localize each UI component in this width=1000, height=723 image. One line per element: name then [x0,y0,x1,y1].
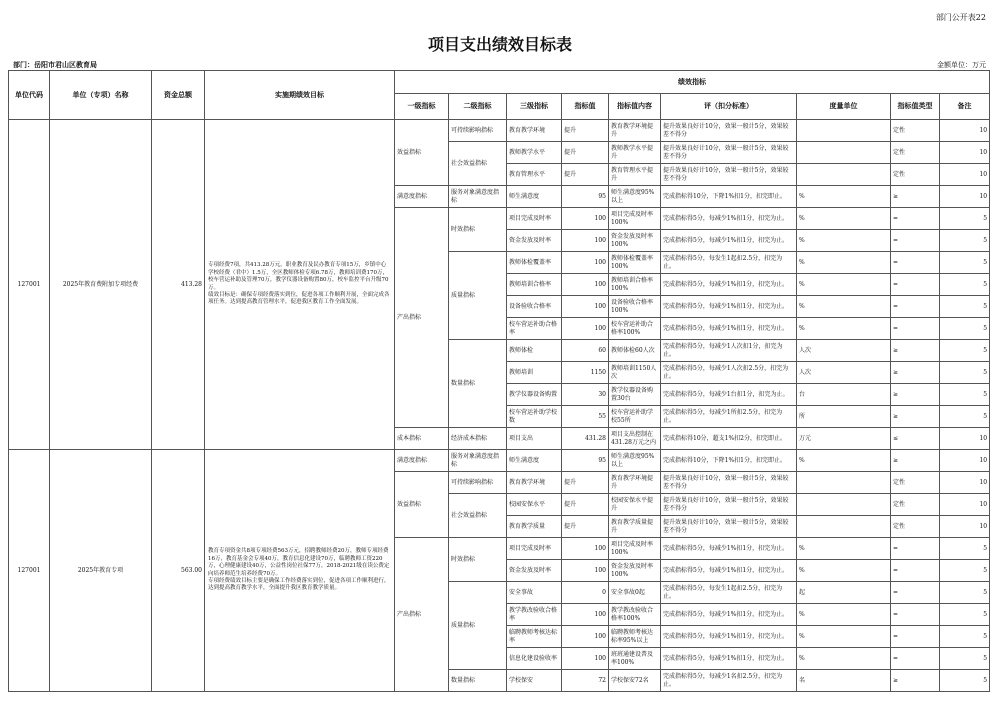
level2-indicator-cell: 社会效益指标 [449,494,507,538]
level3-indicator-cell: 设备验收合格率 [507,296,562,318]
value-type-cell: = [891,296,940,318]
measure-unit-cell: % [797,318,891,340]
indicator-content-cell: 教师教学水平提升 [609,142,661,164]
indicator-content-cell: 资金发放及时率100% [609,560,661,582]
scoring-criteria-cell: 完成指标得5分，每减少1%扣1分，扣完为止。 [661,208,797,230]
scoring-criteria-cell: 提升效果良好计10分，效果一般计5分，效果较差不得分 [661,120,797,142]
measure-unit-cell: % [797,274,891,296]
indicator-value-cell: 0 [562,582,609,604]
value-type-cell: 定性 [891,142,940,164]
scoring-criteria-cell: 完成指标得5分，每减少1%扣1分，扣完为止。 [661,626,797,648]
col-header-l1: 一级指标 [395,94,449,120]
value-type-cell: = [891,538,940,560]
value-type-cell: = [891,604,940,626]
note-cell: 10 [940,120,990,142]
level3-indicator-cell: 教师体检覆盖率 [507,252,562,274]
level3-indicator-cell: 师生满意度 [507,186,562,208]
level2-indicator-cell: 时效指标 [449,208,507,252]
value-type-cell: ≥ [891,384,940,406]
note-cell: 5 [940,604,990,626]
value-type-cell: 定性 [891,516,940,538]
measure-unit-cell: % [797,296,891,318]
level3-indicator-cell: 临聘教师考核达标率 [507,626,562,648]
indicator-content-cell: 临聘教师考核达标率95%以上 [609,626,661,648]
level2-indicator-cell: 经济成本指标 [449,428,507,450]
level3-indicator-cell: 教育教学质量 [507,516,562,538]
col-header-code: 单位代码 [9,71,50,120]
measure-unit-cell [797,164,891,186]
indicator-value-cell: 提升 [562,120,609,142]
measure-unit-cell: % [797,186,891,208]
note-cell: 5 [940,274,990,296]
measure-unit-cell [797,120,891,142]
level1-indicator-cell: 成本指标 [395,428,449,450]
col-header-content: 指标值内容 [609,94,661,120]
scoring-criteria-cell: 完成指标得5分，每减少1%扣1分，扣完为止。 [661,318,797,340]
level3-indicator-cell: 学校保安 [507,670,562,692]
level3-indicator-cell: 校园安保水平 [507,494,562,516]
note-cell: 10 [940,516,990,538]
col-header-val: 指标值 [562,94,609,120]
page-corner-label: 部门公开表22 [935,13,986,22]
goal-cell [205,120,395,450]
col-header-indicators: 绩效指标 [395,71,990,94]
indicator-content-cell: 项目完成及时率100% [609,208,661,230]
scoring-criteria-cell: 完成指标得5分，每减少1%扣1分，扣完为止。 [661,538,797,560]
note-cell: 5 [940,560,990,582]
scoring-criteria-cell: 完成指标得5分，每减少1名扣2.5分，扣完为止。 [661,670,797,692]
note-cell: 5 [940,362,990,384]
scoring-criteria-cell: 完成指标得10分，超支1%扣2分，扣完即止。 [661,428,797,450]
measure-unit-cell: 人次 [797,362,891,384]
level3-indicator-cell: 资金发放及时率 [507,230,562,252]
indicator-value-cell: 提升 [562,164,609,186]
table-row [9,450,990,472]
measure-unit-cell [797,472,891,494]
indicator-content-cell: 教育教学环境提升 [609,120,661,142]
value-type-cell: ≥ [891,450,940,472]
indicator-value-cell: 100 [562,626,609,648]
value-type-cell: = [891,208,940,230]
indicator-value-cell: 30 [562,384,609,406]
col-header-name: 单位（专项）名称 [50,71,152,120]
level1-indicator-cell: 效益指标 [395,472,449,538]
indicator-value-cell: 100 [562,604,609,626]
value-type-cell: ≥ [891,340,940,362]
scoring-criteria-cell: 完成指标得5分，每发生1起扣2.5分，扣完为止。 [661,252,797,274]
measure-unit-cell: % [797,604,891,626]
value-type-cell: = [891,648,940,670]
measure-unit-cell: % [797,252,891,274]
indicator-value-cell: 60 [562,340,609,362]
value-type-cell: = [891,626,940,648]
note-cell: 5 [940,230,990,252]
level3-indicator-cell: 校车营运补助合格率 [507,318,562,340]
scoring-criteria-cell: 完成指标得5分，每减少1%扣1分，扣完为止。 [661,274,797,296]
indicator-value-cell: 95 [562,186,609,208]
indicator-value-cell: 100 [562,252,609,274]
indicator-content-cell: 校园安保水平提升 [609,494,661,516]
indicator-value-cell: 431.28 [562,428,609,450]
indicator-content-cell: 安全事故0起 [609,582,661,604]
indicator-content-cell: 校车营运补助合格率100% [609,318,661,340]
goal-paragraph: 专项经费7项，共413.28万元。职业教育及民办教育专项15万，乡镇中心学校经费（君中）1.5万，全区教师体检专项6.78万，教师培训费170万，校车营运补助及管理70万，教学仪器设备购置80万，校车监控平台升级70万。 [208,262,389,291]
note-cell: 5 [940,648,990,670]
measure-unit-cell: % [797,450,891,472]
note-cell: 5 [940,296,990,318]
col-header-unit: 度量单位 [797,94,891,120]
measure-unit-cell [797,142,891,164]
scoring-criteria-cell: 完成指标得10分，下降1%扣1分，扣完即止。 [661,186,797,208]
note-cell: 5 [940,318,990,340]
value-type-cell: = [891,560,940,582]
indicator-value-cell: 100 [562,538,609,560]
scoring-criteria-cell: 完成指标得5分，每减少1%扣1分，扣完为止。 [661,560,797,582]
level3-indicator-cell: 教育教学环境 [507,120,562,142]
note-cell: 5 [940,208,990,230]
note-cell: 5 [940,252,990,274]
scoring-criteria-cell: 完成指标得5分，每减少1%扣1分，扣完为止。 [661,230,797,252]
level3-indicator-cell: 项目完成及时率 [507,538,562,560]
level3-indicator-cell: 教学仪器设备购置 [507,384,562,406]
note-cell: 5 [940,670,990,692]
note-cell: 5 [940,406,990,428]
value-type-cell: 定性 [891,472,940,494]
amount-unit-label: 金额单位：万元 [937,61,986,69]
level3-indicator-cell: 教师体检 [507,340,562,362]
level2-indicator-cell: 质量指标 [449,582,507,670]
value-type-cell: 定性 [891,164,940,186]
note-cell: 5 [940,384,990,406]
level3-indicator-cell: 教师培训合格率 [507,274,562,296]
level2-indicator-cell: 社会效益指标 [449,142,507,186]
scoring-criteria-cell: 完成指标得5分，每减少1%扣1分，扣完为止。 [661,648,797,670]
value-type-cell: 定性 [891,494,940,516]
table-row [9,120,990,142]
indicator-value-cell: 提升 [562,494,609,516]
col-header-criteria: 评（扣分标准） [661,94,797,120]
scoring-criteria-cell: 提升效果良好计10分，效果一般计5分，效果较差不得分 [661,472,797,494]
scoring-criteria-cell: 提升效果良好计10分，效果一般计5分，效果较差不得分 [661,516,797,538]
indicator-content-cell: 项目支出控制在431.28万元之内 [609,428,661,450]
department-label: 部门：岳阳市君山区教育局 [13,60,97,69]
indicator-content-cell: 教学教改验收合格率100% [609,604,661,626]
indicator-content-cell: 校车营运补助学校55所 [609,406,661,428]
page-title: 项目支出绩效目标表 [427,35,572,54]
indicator-value-cell: 100 [562,318,609,340]
measure-unit-cell: 万元 [797,428,891,450]
measure-unit-cell: 台 [797,384,891,406]
indicator-content-cell: 教育管理水平提升 [609,164,661,186]
value-type-cell: = [891,582,940,604]
unit-code-cell: 127001 [9,120,50,450]
scoring-criteria-cell: 完成指标得5分，每发生1起扣2.5分，扣完为止。 [661,582,797,604]
level1-indicator-cell: 产出指标 [395,208,449,428]
note-cell: 10 [940,472,990,494]
level2-indicator-cell: 数量指标 [449,340,507,428]
level2-indicator-cell: 时效指标 [449,538,507,582]
indicator-value-cell: 72 [562,670,609,692]
indicator-value-cell: 95 [562,450,609,472]
measure-unit-cell: % [797,208,891,230]
unit-code-cell: 127001 [9,450,50,692]
scoring-criteria-cell: 完成指标得5分，每减少1%扣1分，扣完为止。 [661,296,797,318]
level1-indicator-cell: 满意度指标 [395,450,449,472]
note-cell: 5 [940,626,990,648]
col-header-amount: 资金总额 [152,71,205,120]
level3-indicator-cell: 校车营运补助学校数 [507,406,562,428]
level3-indicator-cell: 项目完成及时率 [507,208,562,230]
level2-indicator-cell: 数量指标 [449,670,507,692]
measure-unit-cell: % [797,626,891,648]
measure-unit-cell: % [797,648,891,670]
amount-cell: 563.00 [152,450,205,692]
value-type-cell: ≤ [891,428,940,450]
note-cell: 5 [940,340,990,362]
level1-indicator-cell: 满意度指标 [395,186,449,208]
col-header-l2: 二级指标 [449,94,507,120]
scoring-criteria-cell: 完成指标得5分，每减少1所扣2.5分，扣完为止。 [661,406,797,428]
amount-cell: 413.28 [152,120,205,450]
measure-unit-cell: % [797,560,891,582]
indicator-content-cell: 教学仪器设备购置30台 [609,384,661,406]
measure-unit-cell: % [797,538,891,560]
indicator-content-cell: 设备验收合格率100% [609,296,661,318]
indicator-content-cell: 资金发放及时率100% [609,230,661,252]
measure-unit-cell [797,516,891,538]
level2-indicator-cell: 服务对象满意度指标 [449,450,507,472]
level3-indicator-cell: 教学教改验收合格率 [507,604,562,626]
goal-paragraph: 专项经费绩效目标主要是确保工作经费落实到位，促进各项工作顺利进行，达到提高教育教学水平，全面提升我区教育教学质量。 [208,577,390,592]
scoring-criteria-cell: 完成指标得10分，下降1%扣1分，扣完即止。 [661,450,797,472]
indicator-content-cell: 师生满意度95%以上 [609,186,661,208]
value-type-cell: = [891,274,940,296]
indicator-content-cell: 师生满意度95%以上 [609,450,661,472]
scoring-criteria-cell: 完成指标得5分，每减少1人次扣1分，扣完为止。 [661,340,797,362]
indicator-content-cell: 教育教学质量提升 [609,516,661,538]
project-name-cell: 2025年教育费附加专项经费 [50,120,152,450]
level1-indicator-cell: 效益指标 [395,120,449,186]
level3-indicator-cell: 安全事故 [507,582,562,604]
level2-indicator-cell: 可持续影响指标 [449,472,507,494]
col-header-type: 指标值类型 [891,94,940,120]
value-type-cell: 定性 [891,120,940,142]
value-type-cell: ≥ [891,362,940,384]
level2-indicator-cell: 可持续影响指标 [449,120,507,142]
indicator-content-cell: 教师体检覆盖率100% [609,252,661,274]
measure-unit-cell: 所 [797,406,891,428]
level2-indicator-cell: 质量指标 [449,252,507,340]
scoring-criteria-cell: 完成指标得5分，每减少1人次扣2.5分，扣完为止。 [661,362,797,384]
indicator-value-cell: 100 [562,208,609,230]
note-cell: 10 [940,450,990,472]
measure-unit-cell [797,494,891,516]
value-type-cell: ≥ [891,670,940,692]
indicator-value-cell: 提升 [562,472,609,494]
goal-cell [205,450,395,692]
indicator-value-cell: 提升 [562,516,609,538]
level3-indicator-cell: 师生满意度 [507,450,562,472]
indicator-content-cell: 教师培训1150人次 [609,362,661,384]
scoring-criteria-cell: 提升效果良好计10分，效果一般计5分，效果较差不得分 [661,494,797,516]
indicator-value-cell: 100 [562,230,609,252]
note-cell: 10 [940,186,990,208]
measure-unit-cell: % [797,230,891,252]
goal-paragraph: 教育专项资金共8项专项经费563万元，招聘教师经费20万，教师专项经费16万，教育基金会专项40万，教育信息化建设70万，临聘教师工资220万，心理健康建设40万，公益性岗位社保77万，2018-2021级在读公费定向培养师范生培养经费70万。 [208,548,390,577]
value-type-cell: ≥ [891,186,940,208]
value-type-cell: = [891,230,940,252]
indicator-value-cell: 100 [562,648,609,670]
value-type-cell: ≥ [891,406,940,428]
measure-unit-cell: 人次 [797,340,891,362]
indicator-content-cell: 班班通建设普及率100% [609,648,661,670]
indicator-content-cell: 教育教学环境提升 [609,472,661,494]
level1-indicator-cell: 产出指标 [395,538,449,692]
note-cell: 10 [940,142,990,164]
indicator-value-cell: 100 [562,560,609,582]
scoring-criteria-cell: 提升效果良好计10分，效果一般计5分，效果较差不得分 [661,164,797,186]
measure-unit-cell: 起 [797,582,891,604]
level3-indicator-cell: 教师教学水平 [507,142,562,164]
value-type-cell: = [891,252,940,274]
note-cell: 10 [940,428,990,450]
note-cell: 5 [940,538,990,560]
note-cell: 10 [940,494,990,516]
indicator-value-cell: 提升 [562,142,609,164]
level2-indicator-cell: 服务对象满意度指标 [449,186,507,208]
scoring-criteria-cell: 完成指标得5分，每减少1台扣1分，扣完为止。 [661,384,797,406]
project-name-cell: 2025年教育专项 [50,450,152,692]
indicator-content-cell: 教师体检60人次 [609,340,661,362]
col-header-goal: 实施期绩效目标 [205,71,395,120]
value-type-cell: = [891,318,940,340]
scoring-criteria-cell: 完成指标得5分，每减少1%扣1分，扣完为止。 [661,604,797,626]
note-cell: 5 [940,582,990,604]
performance-target-table [8,70,990,692]
indicator-value-cell: 55 [562,406,609,428]
indicator-content-cell: 教师培训合格率100% [609,274,661,296]
level3-indicator-cell: 教师培训 [507,362,562,384]
note-cell: 10 [940,164,990,186]
level3-indicator-cell: 信息化建设验收率 [507,648,562,670]
indicator-content-cell: 项目完成及时率100% [609,538,661,560]
scoring-criteria-cell: 提升效果良好计10分，效果一般计5分，效果较差不得分 [661,142,797,164]
col-header-l3: 三级指标 [507,94,562,120]
indicator-value-cell: 100 [562,274,609,296]
level3-indicator-cell: 教育教学环境 [507,472,562,494]
indicator-value-cell: 1150 [562,362,609,384]
level3-indicator-cell: 教育管理水平 [507,164,562,186]
indicator-content-cell: 学校保安72名 [609,670,661,692]
goal-paragraph: 绩效目标是：确保专项经费落实到位，促进各项工作顺利开展，全面完成各项任务。达到提高教育管理水平，促进我区教育工作全面发展。 [208,291,390,306]
measure-unit-cell: 名 [797,670,891,692]
level3-indicator-cell: 项目支出 [507,428,562,450]
col-header-note: 备注 [940,94,990,120]
level3-indicator-cell: 资金发放及时率 [507,560,562,582]
indicator-value-cell: 100 [562,296,609,318]
